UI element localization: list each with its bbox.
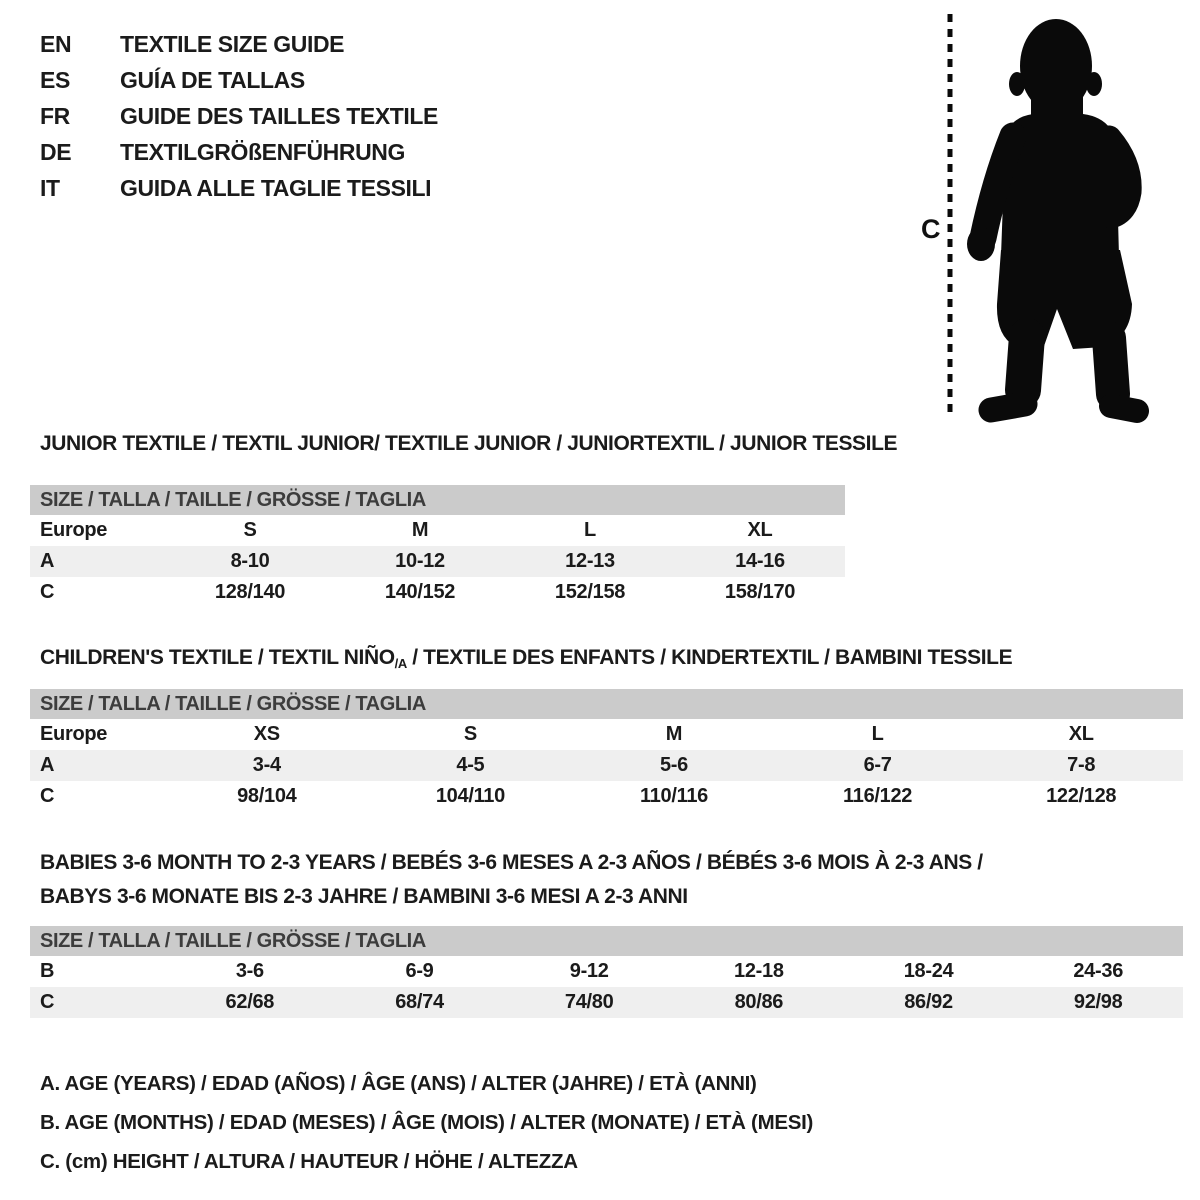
size-cell: XL xyxy=(747,519,773,541)
height-cell: 110/116 xyxy=(639,785,708,807)
row-label: C xyxy=(40,785,55,807)
age-cell: 10-12 xyxy=(395,550,445,572)
age-cell: 4-5 xyxy=(456,754,485,776)
lang-title-it: GUIDA ALLE TAGLIE TESSILI xyxy=(120,175,432,201)
lang-row-it xyxy=(40,170,438,206)
children-title-subscript: /A xyxy=(394,656,407,671)
toddler-silhouette-graphic xyxy=(913,6,1185,424)
age-cell: 7-8 xyxy=(1067,754,1096,776)
babies-size-table xyxy=(30,926,1183,1018)
lang-row-fr xyxy=(40,98,438,134)
lang-code-en: EN xyxy=(40,31,72,57)
height-cell: 158/170 xyxy=(724,581,796,603)
children-section-title xyxy=(30,646,1183,671)
age-cell: 12-13 xyxy=(565,550,615,572)
section-babies-textile xyxy=(30,846,1183,1018)
height-cell: 86/92 xyxy=(904,991,953,1013)
section-children-textile xyxy=(30,646,1183,812)
babies-row-height xyxy=(30,987,1183,1018)
legend-line-b: B. AGE (MONTHS) / EDAD (MESES) / ÂGE (MOIS) / ALTER (MONATE) / ETÀ (MESI) xyxy=(40,1111,814,1134)
babies-row-months xyxy=(30,956,1183,987)
junior-row-height xyxy=(30,577,845,608)
height-cell: 98/104 xyxy=(237,785,297,807)
junior-size-table xyxy=(30,485,845,608)
lang-code-fr: FR xyxy=(40,103,70,129)
height-cell: 74/80 xyxy=(564,991,614,1013)
toddler-silhouette xyxy=(967,19,1137,411)
legend-line-c: C. (cm) HEIGHT / ALTURA / HAUTEUR / HÖHE / ALTEZZA xyxy=(40,1150,578,1173)
measure-legend xyxy=(40,1064,813,1181)
children-row-height xyxy=(30,781,1183,812)
row-label: A xyxy=(40,754,55,776)
children-title-prefix: CHILDREN'S TEXTILE / TEXTIL NIÑO xyxy=(40,646,395,669)
lang-row-en xyxy=(40,26,438,62)
junior-section-title: JUNIOR TEXTILE / TEXTIL JUNIOR/ TEXTILE JUNIOR / JUNIORTEXTIL / JUNIOR TESSILE xyxy=(40,432,898,455)
height-cell: 92/98 xyxy=(1073,991,1123,1013)
row-label: C xyxy=(40,581,55,603)
legend-line-a: A. AGE (YEARS) / EDAD (AÑOS) / ÂGE (ANS) / ALTER (JAHRE) / ETÀ (ANNI) xyxy=(40,1072,757,1095)
age-cell: 14-16 xyxy=(735,550,785,572)
height-cell: 128/140 xyxy=(214,581,286,603)
months-cell: 24-36 xyxy=(1073,960,1124,982)
lang-title-fr: GUIDE DES TAILLES TEXTILE xyxy=(120,103,438,129)
lang-title-es: GUÍA DE TALLAS xyxy=(120,67,305,93)
height-cell: 152/158 xyxy=(554,581,626,603)
months-cell: 12-18 xyxy=(734,960,784,982)
junior-row-age xyxy=(30,546,845,577)
age-cell: 8-10 xyxy=(230,550,270,572)
junior-row-europe xyxy=(30,515,845,546)
row-label: Europe xyxy=(40,723,108,745)
months-cell: 6-9 xyxy=(405,960,434,982)
lang-row-de xyxy=(40,134,438,170)
language-title-list xyxy=(40,26,438,206)
size-cell: XS xyxy=(253,723,280,745)
lang-row-es xyxy=(40,62,438,98)
row-label: Europe xyxy=(40,519,108,541)
children-size-table xyxy=(30,689,1183,812)
lang-title-en: TEXTILE SIZE GUIDE xyxy=(120,31,345,57)
height-cell: 68/74 xyxy=(395,991,444,1013)
row-label: C xyxy=(40,991,55,1013)
babies-title-line1: BABIES 3-6 MONTH TO 2-3 YEARS / BEBÉS 3-6 MESES A 2-3 AÑOS / BÉBÉS 3-6 MOIS À 2-3 ANS / xyxy=(40,851,983,874)
junior-size-table-header: SIZE / TALLA / TAILLE / GRÖSSE / TAGLIA xyxy=(30,485,845,515)
months-cell: 18-24 xyxy=(903,960,954,982)
children-title-suffix: / TEXTILE DES ENFANTS / KINDERTEXTIL / BAMBINI TESSILE xyxy=(406,646,1013,669)
babies-size-table-header: SIZE / TALLA / TAILLE / GRÖSSE / TAGLIA xyxy=(30,926,1183,956)
children-row-age xyxy=(30,750,1183,781)
height-cell: 104/110 xyxy=(435,785,505,807)
lang-code-it: IT xyxy=(40,175,60,201)
size-cell: M xyxy=(665,723,683,745)
section-junior-textile xyxy=(30,432,898,608)
lang-code-de: DE xyxy=(40,139,72,165)
measure-label: C xyxy=(921,214,941,244)
height-measure-figure xyxy=(913,6,1185,424)
size-cell: L xyxy=(871,723,884,745)
size-cell: S xyxy=(243,519,257,541)
size-cell: XL xyxy=(1068,723,1094,745)
size-cell: M xyxy=(411,519,429,541)
age-cell: 6-7 xyxy=(863,754,892,776)
height-cell: 116/122 xyxy=(843,785,913,807)
babies-title-line2: BABYS 3-6 MONATE BIS 2-3 JAHRE / BAMBINI 3-6 MESI A 2-3 ANNI xyxy=(40,885,688,908)
age-cell: 5-6 xyxy=(659,754,688,776)
row-label: B xyxy=(40,960,55,982)
height-cell: 62/68 xyxy=(225,991,275,1013)
lang-title-de: TEXTILGRÖßENFÜHRUNG xyxy=(120,139,405,165)
children-size-table-header: SIZE / TALLA / TAILLE / GRÖSSE / TAGLIA xyxy=(30,689,1183,719)
height-cell: 122/128 xyxy=(1046,785,1117,807)
height-cell: 80/86 xyxy=(734,991,784,1013)
size-cell: S xyxy=(463,723,477,745)
height-cell: 140/152 xyxy=(384,581,456,603)
age-cell: 3-4 xyxy=(252,754,281,776)
row-label: A xyxy=(40,550,55,572)
children-row-europe xyxy=(30,719,1183,750)
months-cell: 9-12 xyxy=(569,960,609,982)
lang-code-es: ES xyxy=(40,67,70,93)
months-cell: 3-6 xyxy=(235,960,264,982)
size-cell: L xyxy=(584,519,596,541)
babies-section-title xyxy=(30,846,1183,914)
